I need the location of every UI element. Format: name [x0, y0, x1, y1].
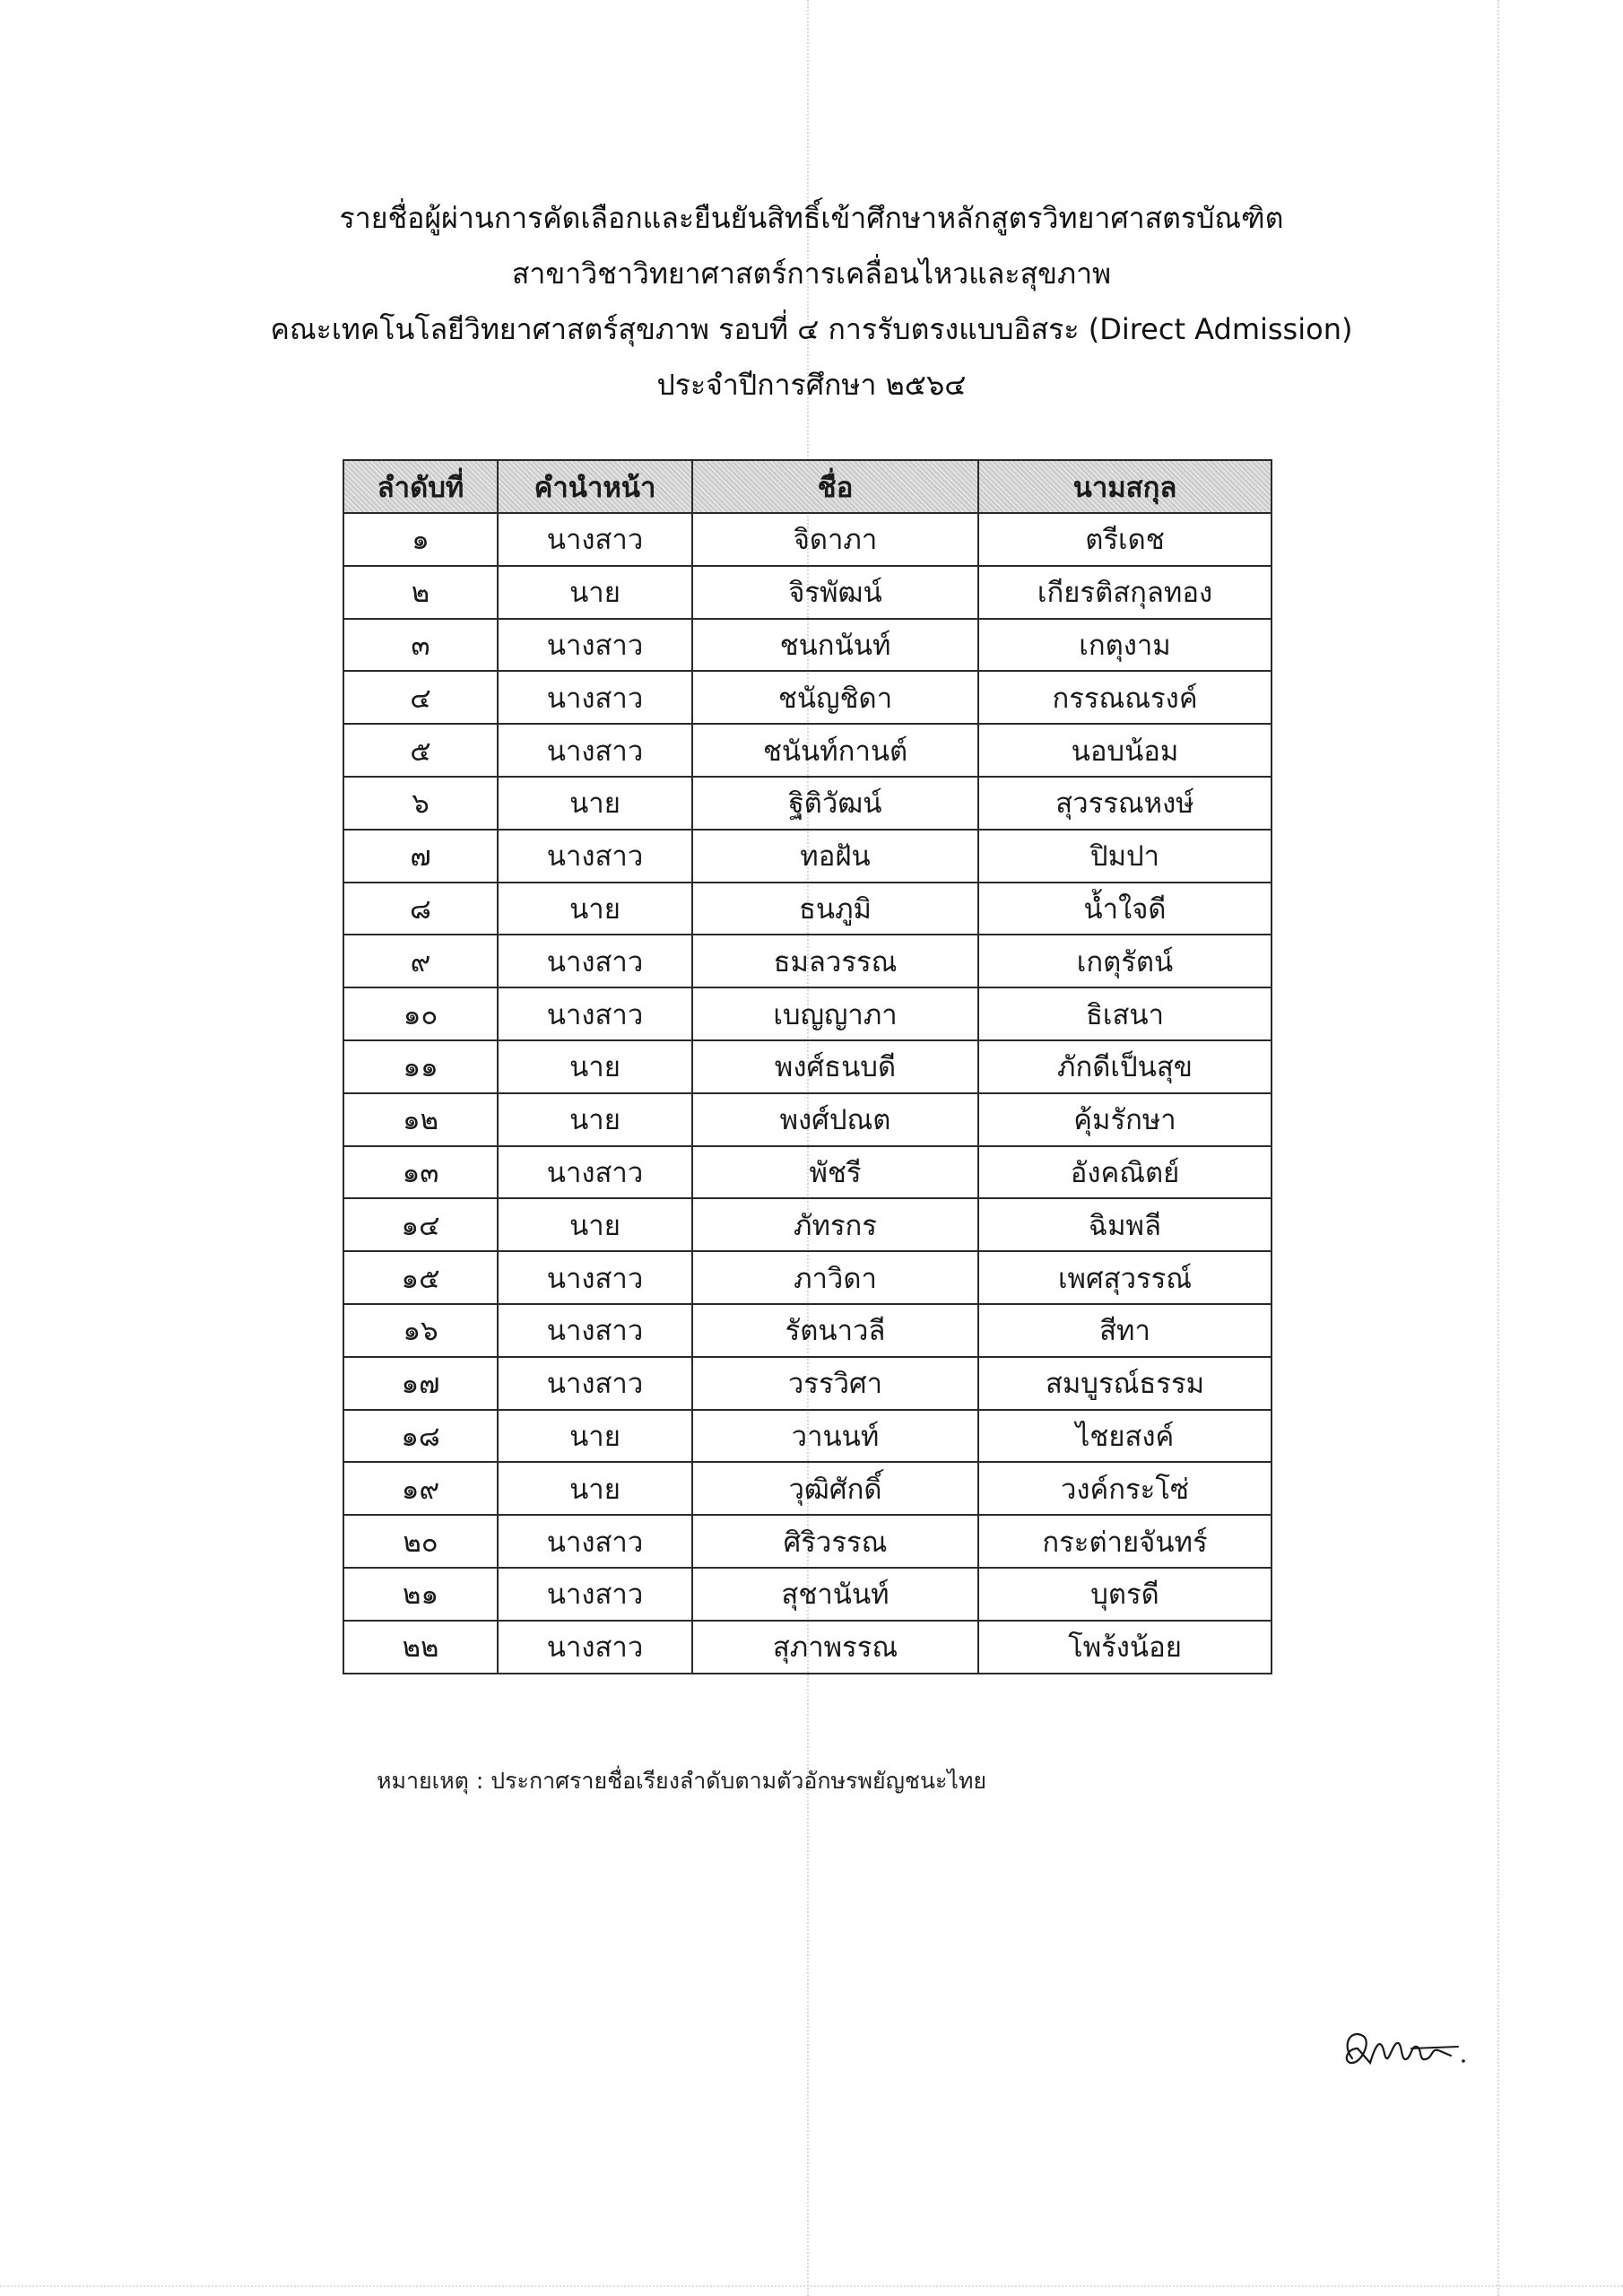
table-row: [343, 566, 1271, 619]
order-cell: ๑๔: [343, 1198, 498, 1251]
first-name-cell: ชนกนันท์: [692, 619, 978, 672]
prefix-cell: นางสาว: [498, 1146, 692, 1199]
column-header-first-name: ชื่อ: [692, 460, 978, 513]
table-row: [343, 1146, 1271, 1199]
table-row: [343, 1251, 1271, 1304]
last-name-cell: เกียรติสกุลทอง: [978, 566, 1271, 619]
table-row: [343, 619, 1271, 672]
table-row: [343, 1198, 1271, 1251]
last-name-cell: สีทา: [978, 1304, 1271, 1357]
last-name-cell: กระต่ายจันทร์: [978, 1515, 1271, 1568]
table-row: [343, 830, 1271, 883]
prefix-cell: นาย: [498, 777, 692, 830]
first-name-cell: เบญญาภา: [692, 987, 978, 1040]
last-name-cell: ปิมปา: [978, 830, 1271, 883]
prefix-cell: นางสาว: [498, 513, 692, 566]
last-name-cell: กรรณณรงค์: [978, 671, 1271, 724]
first-name-cell: พงศ์ปณต: [692, 1093, 978, 1146]
footnote: หมายเหตุ : ประกาศรายชื่อเรียงลำดับตามตัวอักษรพยัญชนะไทย: [377, 1768, 987, 1794]
first-name-cell: ภัทรกร: [692, 1198, 978, 1251]
order-cell: ๘: [343, 883, 498, 935]
order-cell: ๑๑: [343, 1040, 498, 1093]
prefix-cell: นาย: [498, 1462, 692, 1515]
order-cell: ๓: [343, 619, 498, 672]
table-row: [343, 987, 1271, 1040]
order-cell: ๑๓: [343, 1146, 498, 1199]
last-name-cell: เกตุรัตน์: [978, 935, 1271, 987]
prefix-cell: นางสาว: [498, 671, 692, 724]
prefix-cell: นางสาว: [498, 1357, 692, 1410]
table-row: [343, 513, 1271, 566]
prefix-cell: นางสาว: [498, 830, 692, 883]
table-row: [343, 1357, 1271, 1410]
last-name-cell: โพร้งน้อย: [978, 1621, 1271, 1674]
prefix-cell: นางสาว: [498, 724, 692, 777]
document-title: [161, 190, 1462, 413]
prefix-cell: นางสาว: [498, 987, 692, 1040]
last-name-cell: คุ้มรักษา: [978, 1093, 1271, 1146]
first-name-cell: วรรวิศา: [692, 1357, 978, 1410]
column-header-last-name: นามสกุล: [978, 460, 1271, 513]
title-line-4: ประจำปีการศึกษา ๒๕๖๔: [656, 368, 967, 402]
table-row: [343, 935, 1271, 987]
table-row: [343, 1093, 1271, 1146]
title-line-1: รายชื่อผู้ผ่านการคัดเลือกและยืนยันสิทธิ์เข้าศึกษาหลักสูตรวิทยาศาสตรบัณฑิต: [339, 201, 1284, 235]
table-row: [343, 777, 1271, 830]
table-row: [343, 883, 1271, 935]
first-name-cell: จิดาภา: [692, 513, 978, 566]
table-row: [343, 671, 1271, 724]
prefix-cell: นางสาว: [498, 1568, 692, 1621]
table-row: [343, 724, 1271, 777]
last-name-cell: เพศสุวรรณ์: [978, 1251, 1271, 1304]
order-cell: ๙: [343, 935, 498, 987]
last-name-cell: ธิเสนา: [978, 987, 1271, 1040]
order-cell: ๒๐: [343, 1515, 498, 1568]
first-name-cell: วานนท์: [692, 1410, 978, 1463]
scan-bottom-line: [0, 2285, 1623, 2287]
order-cell: ๑๐: [343, 987, 498, 1040]
prefix-cell: นาย: [498, 1040, 692, 1093]
column-header-order: ลำดับที่: [343, 460, 498, 513]
last-name-cell: ตรีเดช: [978, 513, 1271, 566]
first-name-cell: สุภาพรรณ: [692, 1621, 978, 1674]
order-cell: ๔: [343, 671, 498, 724]
last-name-cell: เกตุงาม: [978, 619, 1271, 672]
last-name-cell: นอบน้อม: [978, 724, 1271, 777]
first-name-cell: ธนภูมิ: [692, 883, 978, 935]
scan-edge-line: [1497, 0, 1499, 2296]
table-row: [343, 1410, 1271, 1463]
column-header-prefix: คำนำหน้า: [498, 460, 692, 513]
table-row: [343, 1515, 1271, 1568]
table-row: [343, 1568, 1271, 1621]
prefix-cell: นาย: [498, 1410, 692, 1463]
order-cell: ๒: [343, 566, 498, 619]
prefix-cell: นางสาว: [498, 1621, 692, 1674]
order-cell: ๑๕: [343, 1251, 498, 1304]
order-cell: ๕: [343, 724, 498, 777]
last-name-cell: ภักดีเป็นสุข: [978, 1040, 1271, 1093]
table-row: [343, 1621, 1271, 1674]
prefix-cell: นางสาว: [498, 1304, 692, 1357]
first-name-cell: ฐิติวัฒน์: [692, 777, 978, 830]
last-name-cell: อังคณิตย์: [978, 1146, 1271, 1199]
signature-image: [1325, 2009, 1487, 2090]
order-cell: ๑๗: [343, 1357, 498, 1410]
first-name-cell: ชนัญชิดา: [692, 671, 978, 724]
prefix-cell: นาย: [498, 1198, 692, 1251]
table-row: [343, 1040, 1271, 1093]
order-cell: ๑๘: [343, 1410, 498, 1463]
prefix-cell: นางสาว: [498, 1251, 692, 1304]
first-name-cell: พัชรี: [692, 1146, 978, 1199]
table-row: [343, 1304, 1271, 1357]
order-cell: ๒๑: [343, 1568, 498, 1621]
prefix-cell: นางสาว: [498, 1515, 692, 1568]
last-name-cell: วงค์กระโซ่: [978, 1462, 1271, 1515]
last-name-cell: ไชยสงค์: [978, 1410, 1271, 1463]
prefix-cell: นาย: [498, 883, 692, 935]
first-name-cell: สุชานันท์: [692, 1568, 978, 1621]
admission-table: [343, 459, 1272, 1674]
order-cell: ๒๒: [343, 1621, 498, 1674]
first-name-cell: ชนันท์กานต์: [692, 724, 978, 777]
first-name-cell: พงศ์ธนบดี: [692, 1040, 978, 1093]
last-name-cell: น้ำใจดี: [978, 883, 1271, 935]
first-name-cell: ภาวิดา: [692, 1251, 978, 1304]
last-name-cell: สุวรรณหงษ์: [978, 777, 1271, 830]
order-cell: ๑๖: [343, 1304, 498, 1357]
first-name-cell: ทอฝัน: [692, 830, 978, 883]
title-line-3: คณะเทคโนโลยีวิทยาศาสตร์สุขภาพ รอบที่ ๔ การรับตรงแบบอิสระ (Direct Admission): [270, 312, 1353, 346]
order-cell: ๑: [343, 513, 498, 566]
table-row: [343, 1462, 1271, 1515]
order-cell: ๑๙: [343, 1462, 498, 1515]
first-name-cell: จิรพัฒน์: [692, 566, 978, 619]
title-line-2: สาขาวิชาวิทยาศาสตร์การเคลื่อนไหวและสุขภาพ: [511, 257, 1112, 291]
first-name-cell: ศิริวรรณ: [692, 1515, 978, 1568]
prefix-cell: นางสาว: [498, 935, 692, 987]
prefix-cell: นาย: [498, 1093, 692, 1146]
last-name-cell: ฉิมพลี: [978, 1198, 1271, 1251]
order-cell: ๑๒: [343, 1093, 498, 1146]
first-name-cell: รัตนาวลี: [692, 1304, 978, 1357]
last-name-cell: สมบูรณ์ธรรม: [978, 1357, 1271, 1410]
last-name-cell: บุตรดี: [978, 1568, 1271, 1621]
table-header-row: [343, 460, 1271, 513]
first-name-cell: ธมลวรรณ: [692, 935, 978, 987]
prefix-cell: นาย: [498, 566, 692, 619]
first-name-cell: วุฒิศักดิ์: [692, 1462, 978, 1515]
prefix-cell: นางสาว: [498, 619, 692, 672]
order-cell: ๗: [343, 830, 498, 883]
order-cell: ๖: [343, 777, 498, 830]
